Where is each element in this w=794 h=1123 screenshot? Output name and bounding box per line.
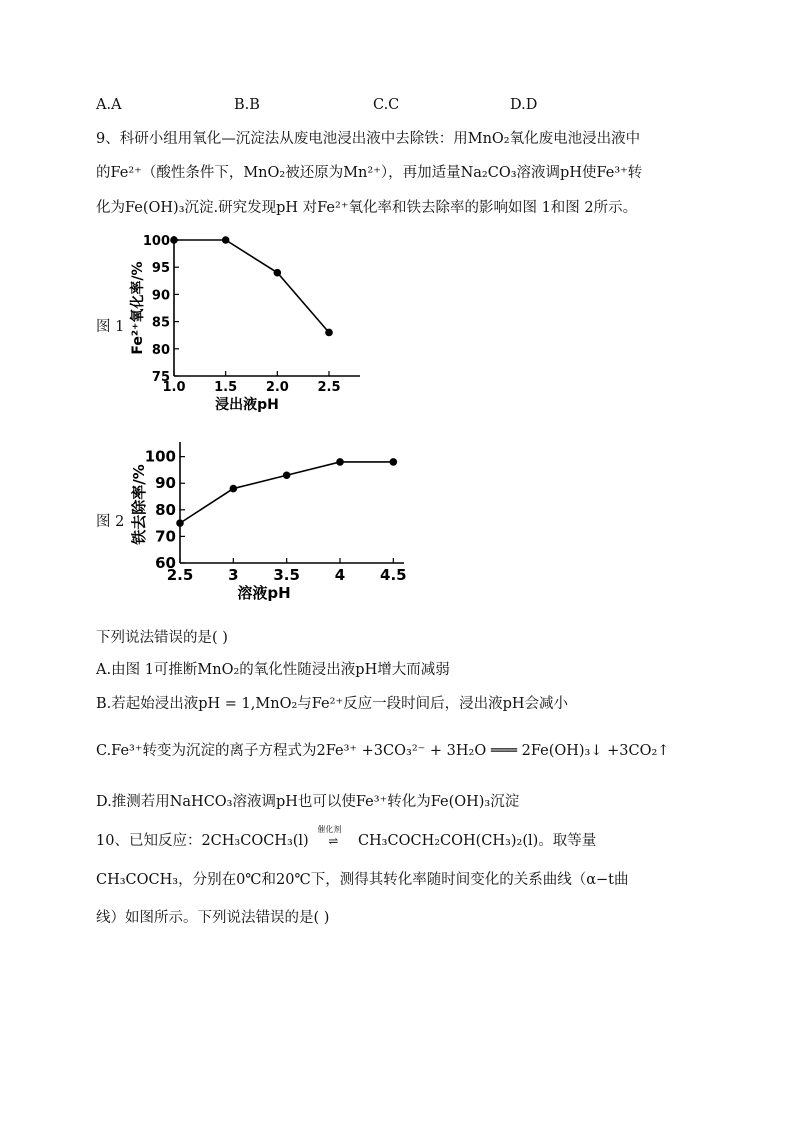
data-point xyxy=(230,485,238,493)
q9-option-b: B.若起始浸出液pH = 1,MnO₂与Fe²⁺反应一段时间后，浸出液pH会减小 xyxy=(96,696,569,712)
x-tick-label: 2.5 xyxy=(166,566,194,584)
y-tick-label: 100 xyxy=(142,234,170,249)
x-tick-label: 4 xyxy=(334,566,346,584)
x-tick-label: 3.5 xyxy=(273,566,300,584)
series-line xyxy=(174,240,329,332)
y-tick-label: 80 xyxy=(155,500,176,519)
y-axis-label: Fe²⁺氧化率/% xyxy=(130,261,146,355)
series-line xyxy=(180,462,393,523)
x-axis-label: 浸出液pH xyxy=(215,397,279,413)
x-tick-label: 2.5 xyxy=(317,380,341,395)
q10-product: CH₃COCH₂COH(CH₃)₂(l)。取等量 xyxy=(357,833,597,849)
figure-2-label: 图 2 xyxy=(96,514,125,530)
catalyst-label: 催化剂 xyxy=(317,825,342,834)
q9-option-c: C.Fe³⁺转变为沉淀的离子方程式为2Fe³⁺ +3CO₃²⁻ + 3H₂O ═══ 2Fe(OH)₃↓ +3CO₂↑ xyxy=(96,743,670,759)
prev-option-c: C.C xyxy=(373,97,400,113)
q10-stem-line-3: 线）如图所示。下列说法错误的是( ) xyxy=(96,910,330,926)
data-point xyxy=(176,519,184,527)
y-tick-label: 95 xyxy=(151,261,170,277)
data-point xyxy=(325,329,333,337)
data-point xyxy=(336,458,344,466)
y-tick-label: 60 xyxy=(155,554,176,572)
data-point xyxy=(170,236,178,244)
q9-stem-line-1: 9、科研小组用氧化—沉淀法从废电池浸出液中去除铁：用MnO₂氧化废电池浸出液中 xyxy=(96,131,641,147)
figure-2-chart xyxy=(122,432,422,616)
q9-stem-line-3: 化为Fe(OH)₃沉淀.研究发现pH 对Fe²⁺氧化率和铁去除率的影响如图 1和图 2所示。 xyxy=(96,200,638,216)
y-tick-label: 70 xyxy=(155,527,176,546)
x-tick-label: 1.5 xyxy=(214,380,238,395)
y-tick-label: 75 xyxy=(151,370,170,385)
y-axis-label: 铁去除率/% xyxy=(130,464,148,545)
q10-stem-line-2: CH₃COCH₃，分别在0℃和20℃下，测得其转化率随时间变化的关系曲线（α−t曲 xyxy=(96,872,629,888)
data-point xyxy=(274,269,282,277)
y-tick-label: 85 xyxy=(151,315,170,331)
y-tick-label: 80 xyxy=(151,342,170,358)
q10-reactant: 10、已知反应：2CH₃COCH₃(l) xyxy=(96,833,309,849)
y-tick-label: 90 xyxy=(155,474,176,493)
figure-1-label: 图 1 xyxy=(96,319,125,335)
q9-option-d: D.推测若用NaHCO₃溶液调pH也可以使Fe³⁺转化为Fe(OH)₃沉淀 xyxy=(96,794,520,810)
reversible-arrow: 催化剂 ⇌ xyxy=(317,825,342,848)
q10-stem-line-1 xyxy=(96,825,597,850)
prev-option-a: A.A xyxy=(96,97,122,113)
y-tick-label: 90 xyxy=(151,288,170,304)
q9-stem-line-2: 的Fe²⁺（酸性条件下，MnO₂被还原为Mn²⁺），再加适量Na₂CO₃溶液调pH使Fe³⁺转 xyxy=(96,165,643,181)
x-tick-label: 4.5 xyxy=(380,566,407,584)
q9-question: 下列说法错误的是( ) xyxy=(96,630,228,646)
x-axis-label: 溶液pH xyxy=(237,584,291,602)
prev-option-b: B.B xyxy=(234,97,260,113)
figure-1-chart xyxy=(122,228,372,418)
x-tick-label: 1.0 xyxy=(162,380,186,395)
data-point xyxy=(390,458,398,466)
x-tick-label: 3 xyxy=(228,566,239,584)
y-tick-label: 100 xyxy=(144,447,176,466)
q9-option-a: A.由图 1可推断MnO₂的氧化性随浸出液pH增大而减弱 xyxy=(96,662,450,678)
data-point xyxy=(222,236,230,244)
prev-option-d: D.D xyxy=(510,97,538,113)
x-tick-label: 2.0 xyxy=(265,380,289,395)
data-point xyxy=(283,471,291,479)
